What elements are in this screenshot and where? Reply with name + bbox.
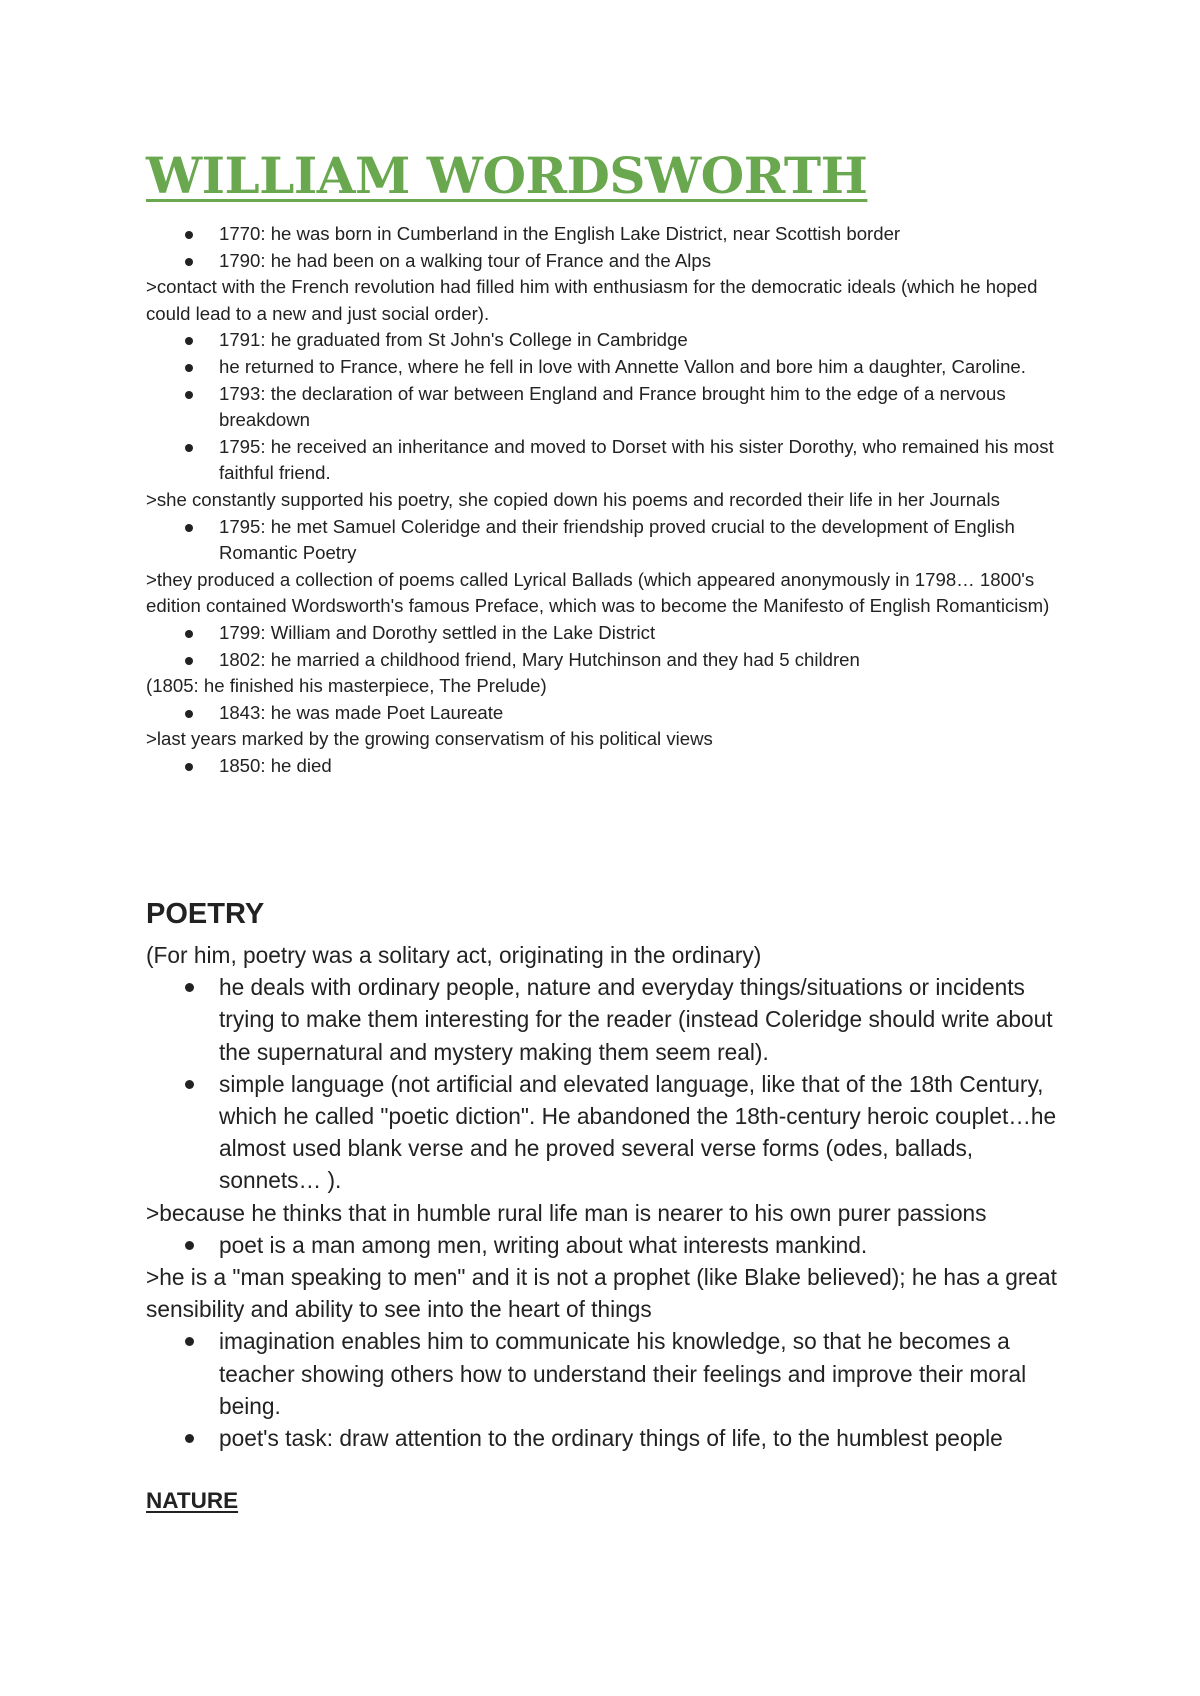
- list-item: poet's task: draw attention to the ordinary things of life, to the humblest people: [146, 1422, 1081, 1454]
- poetry-list-2: [146, 1229, 1081, 1261]
- list-item: imagination enables him to communicate his knowledge, so that he becomes a teacher showing others how to understand their feelings and improve their moral being.: [146, 1325, 1081, 1422]
- list-item: simple language (not artificial and elevated language, like that of the 18th Century, which he called "poetic diction". He abandoned the 18th-century heroic couplet…he almost used blank verse and he proved several verse forms (odes, ballads, sonnets… ).: [146, 1068, 1081, 1197]
- list-item: 1795: he met Samuel Coleridge and their friendship proved crucial to the development of English Romantic Poetry: [146, 514, 1066, 567]
- list-item: 1791: he graduated from St John's College in Cambridge: [146, 327, 1066, 354]
- list-item: 1793: the declaration of war between England and France brought him to the edge of a nervous breakdown: [146, 381, 1066, 434]
- biography-section: [146, 221, 1066, 779]
- poetry-heading: POETRY: [146, 898, 265, 930]
- poetry-section: [146, 939, 1081, 1454]
- list-item: 1843: he was made Poet Laureate: [146, 700, 1066, 727]
- bio-list-5: [146, 700, 1066, 727]
- poetry-list-3: [146, 1325, 1081, 1454]
- note-paragraph: >last years marked by the growing conservatism of his political views: [146, 728, 713, 750]
- poetry-list-1: [146, 971, 1081, 1196]
- note-paragraph: >because he thinks that in humble rural life man is nearer to his own purer passions: [146, 1199, 987, 1226]
- note-paragraph: >they produced a collection of poems called Lyrical Ballads (which appeared anonymously in 1798… 1800's edition contained Wordsworth's famous Preface, which was to become the Manifesto of English Romanticism): [146, 568, 1050, 617]
- list-item: 1850: he died: [146, 753, 1066, 780]
- bio-list-4: [146, 620, 1066, 673]
- note-paragraph: >contact with the French revolution had filled him with enthusiasm for the democratic ideals (which he hoped could lead to a new and just social order).: [146, 276, 1038, 324]
- list-item: 1795: he received an inheritance and moved to Dorset with his sister Dorothy, who remained his most faithful friend.: [146, 434, 1066, 487]
- list-item: he returned to France, where he fell in love with Annette Vallon and bore him a daughter, Caroline.: [146, 354, 1066, 381]
- bio-list-2: [146, 327, 1066, 487]
- note-paragraph: (For him, poetry was a solitary act, originating in the ordinary): [146, 942, 762, 968]
- bio-list-3: [146, 514, 1066, 567]
- list-item: 1802: he married a childhood friend, Mary Hutchinson and they had 5 children: [146, 647, 1066, 674]
- list-item: 1790: he had been on a walking tour of France and the Alps: [146, 248, 1066, 275]
- list-item: he deals with ordinary people, nature and everyday things/situations or incidents trying to make them interesting for the reader (instead Coleridge should write about the supernatural and mystery making them seem real).: [146, 971, 1081, 1068]
- bio-list-1: [146, 221, 1066, 274]
- page-title: WILLIAM WORDSWORTH: [146, 146, 868, 205]
- list-item: poet is a man among men, writing about what interests mankind.: [146, 1229, 1081, 1261]
- bio-list-6: [146, 753, 1066, 780]
- list-item: 1770: he was born in Cumberland in the English Lake District, near Scottish border: [146, 221, 1066, 248]
- note-paragraph: >she constantly supported his poetry, she copied down his poems and recorded their life in her Journals: [146, 488, 1000, 510]
- nature-heading: NATURE: [146, 1488, 239, 1513]
- note-paragraph: (1805: he finished his masterpiece, The Prelude): [146, 675, 547, 697]
- list-item: 1799: William and Dorothy settled in the Lake District: [146, 620, 1066, 647]
- note-paragraph: >he is a "man speaking to men" and it is not a prophet (like Blake believed); he has a great sensibility and ability to see into the heart of things: [146, 1264, 1057, 1323]
